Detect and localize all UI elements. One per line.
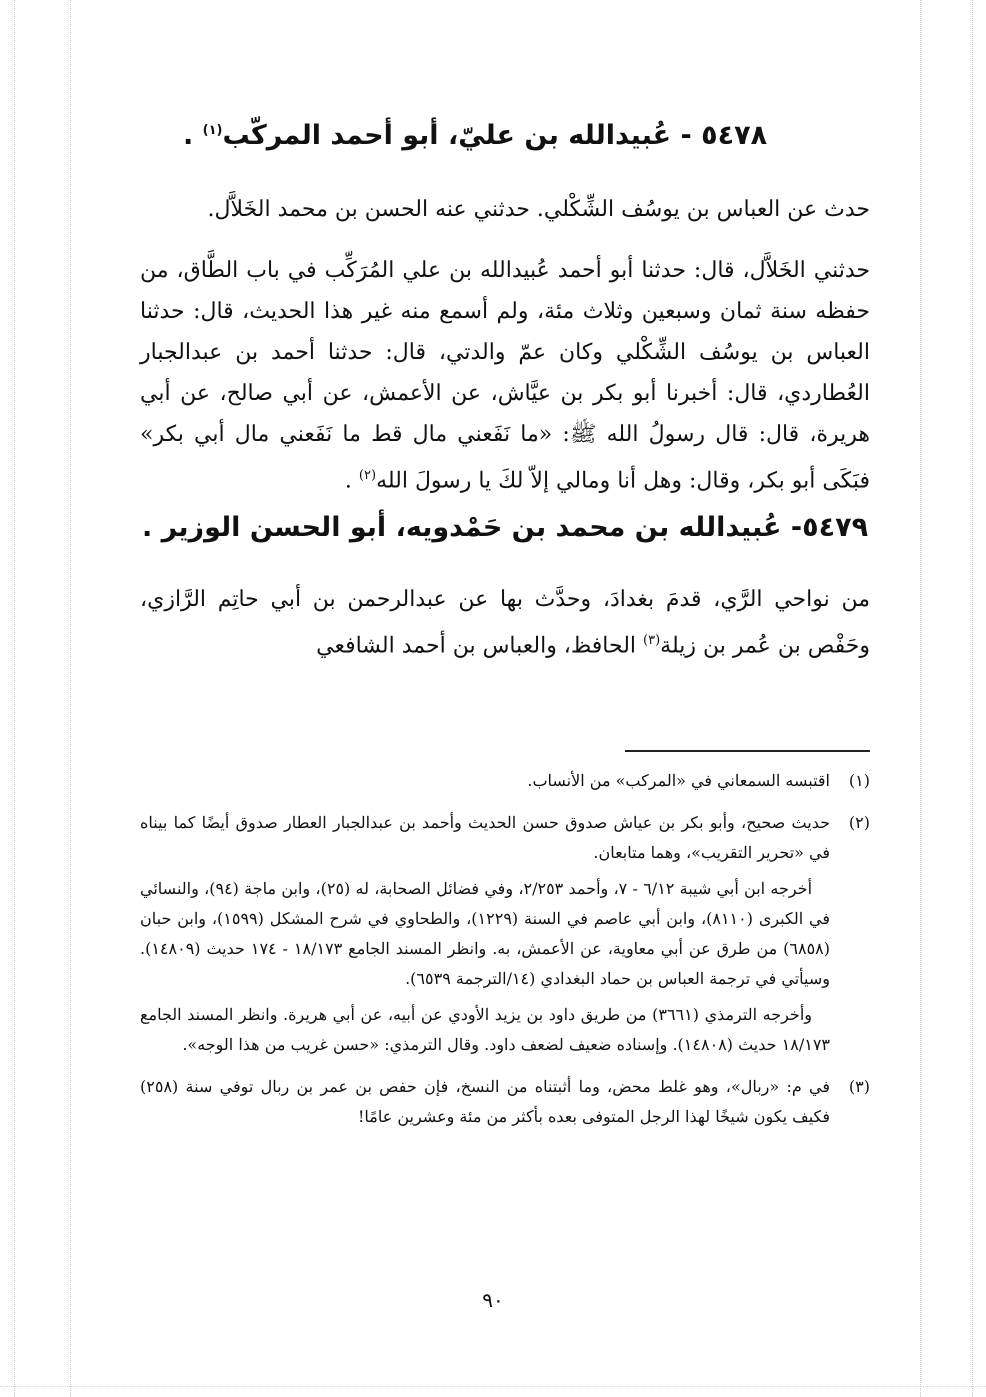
footnote-text: حديث صحيح، وأبو بكر بن عياش صدوق حسن الحديث وأحمد بن عبدالجبار العطار صدوق أيضًا كما بيناه في «تحرير التقريب»، وهما متابعان. — [140, 813, 830, 862]
page-number: ٩٠ — [482, 1288, 504, 1312]
footnote-text: اقتبسه السمعاني في «المركب» من الأنساب. — [527, 771, 830, 790]
footnote-ref: (٣) — [643, 633, 661, 649]
footnote-separator — [625, 750, 870, 752]
entry-end: . — [182, 120, 194, 151]
entry-heading-5478 — [140, 110, 870, 157]
footnotes — [140, 732, 870, 1144]
footnote — [140, 1072, 870, 1138]
main-text — [140, 110, 870, 667]
scan-dotted-guide — [0, 1386, 986, 1387]
scan-dotted-guide — [14, 0, 15, 1397]
scan-dotted-guide — [920, 0, 921, 1397]
paragraph: حدثني الخَلاَّل، قال: حدثنا أبو أحمد عُبيدالله بن علي المُرَكِّب في باب الطَّاق، من حفظه سنة ثمان وسبعين وثلاث مئة، ولم أسمع منه غير هذا الحديث، قال: حدثنا العباس بن يوسُف الشِّكْلي وكان عمّ والدتي، قال: حدثنا أحمد بن عبدالجبار العُطاردي، قال: أخبرنا أبو بكر بن عيَّاش، عن الأعمش، عن أبي صالح، عن أبي هريرة، قال: قال رسولُ الله ﷺ: «ما نَفَعني مال قط ما نَفَعني مال أبي بكر» فبَكَى أبو بكر، وقال: وهل أنا ومالي إلاّ لكَ يا رسولَ الله$^{(٢)}$ . — [140, 258, 870, 494]
entry-heading-5479 — [140, 507, 870, 549]
paragraph-text: حدثني الخَلاَّل، قال: حدثنا أبو أحمد عُبيدالله بن علي المُرَكِّب في باب الطَّاق، من حفظه سنة ثمان وسبعين وثلاث مئة، ولم أسمع منه غير هذا الحديث، قال: حدثنا العباس بن يوسُف الشِّكْلي وكان عمّ والدتي، قال: حدثنا أحمد بن عبدالجبار العُطاردي، قال: أخبرنا أبو بكر بن عيَّاش، عن الأعمش، عن أبي صالح، عن أبي هريرة، قال: قال رسولُ الله ﷺ: «ما نَفَعني مال قط ما نَفَعني مال أبي بكر» فبَكَى أبو بكر، وقال: وهل أنا ومالي إلاّ لكَ يا رسولَ الله — [140, 258, 870, 494]
entry-number: ٥٤٧٨ — [701, 120, 768, 151]
footnote-body — [140, 1072, 830, 1138]
footnote-text: وأخرجه الترمذي (٣٦٦١) من طريق داود بن يزيد الأودي عن أبيه، عن أبي هريرة. وانظر المسند الجامع ١٨/١٧٣ حديث (١٤٨٠٨). وإسناده ضعيف لضعف داود. وقال الترمذي: «حسن غريب من هذا الوجه». — [140, 1005, 830, 1054]
footnote-number: (٢) — [848, 813, 870, 832]
paragraph-text: الحافظ، والعباس بن أحمد الشافعي — [316, 633, 637, 659]
entry-dash: - — [790, 512, 803, 544]
footnote-number: (٣) — [848, 1077, 870, 1096]
footnote — [140, 808, 870, 1066]
paragraph: حدث عن العباس بن يوسُف الشِّكْلي. حدثني عنه الحسن بن محمد الخَلاَّل. — [207, 197, 870, 222]
footnote-body — [140, 766, 830, 802]
entry-end: . — [141, 512, 153, 544]
footnote-text: أخرجه ابن أبي شيبة ٦/١٢ - ٧، وأحمد ٢/٢٥٣، وفي فضائل الصحابة، له (٢٥)، وابن ماجة (٩٤)، والنسائي في الكبرى (٨١١٠)، وابن أبي عاصم في السنة (١٢٢٩)، والطحاوي في شرح المشكل (١٥٩٩)، وابن حبان (٦٨٥٨) من طرق عن أبي معاوية، عن الأعمش، به. وانظر المسند الجامع ١٨/١٧٣ - ١٧٤ حديث (١٤٨٠٩). وسيأتي في ترجمة العباس بن حماد البغدادي (١٤/الترجمة ٦٥٣٩). — [140, 879, 831, 988]
scan-dotted-guide — [70, 0, 71, 1397]
entry-dash: - — [680, 120, 692, 151]
scan-dotted-guide — [972, 0, 973, 1397]
paragraph — [140, 579, 870, 666]
entry-name: عُبيدالله بن محمد بن حَمْدويه، أبو الحسن الوزير — [161, 512, 782, 544]
entry-name: عُبيدالله بن عليّ، أبو أحمد المركّب — [222, 120, 672, 151]
entry-number: ٥٤٧٩ — [802, 512, 869, 544]
footnote-body — [140, 808, 830, 1066]
footnote-number: (١) — [848, 771, 870, 790]
footnote — [140, 766, 870, 802]
footnote-ref: (٢) — [358, 468, 377, 483]
footnote-text: في م: «ربال»، وهو غلط محض، وما أثبتناه من النسخ، فإن حفص بن عمر بن ربال توفي سنة (٢٥٨) فكيف يكون شيخًا لهذا الرجل المتوفى بعده بأكثر من مئة وعشرين عامًا! — [140, 1077, 830, 1126]
paragraph-text: من نواحي الرَّي، قدمَ بغدادَ، وحدَّث بها عن عبدالرحمن بن أبي حاتِم الرَّازي، وحَفْص بن عُمر بن زيلة — [140, 587, 870, 659]
footnote-ref: (١) — [202, 123, 223, 138]
